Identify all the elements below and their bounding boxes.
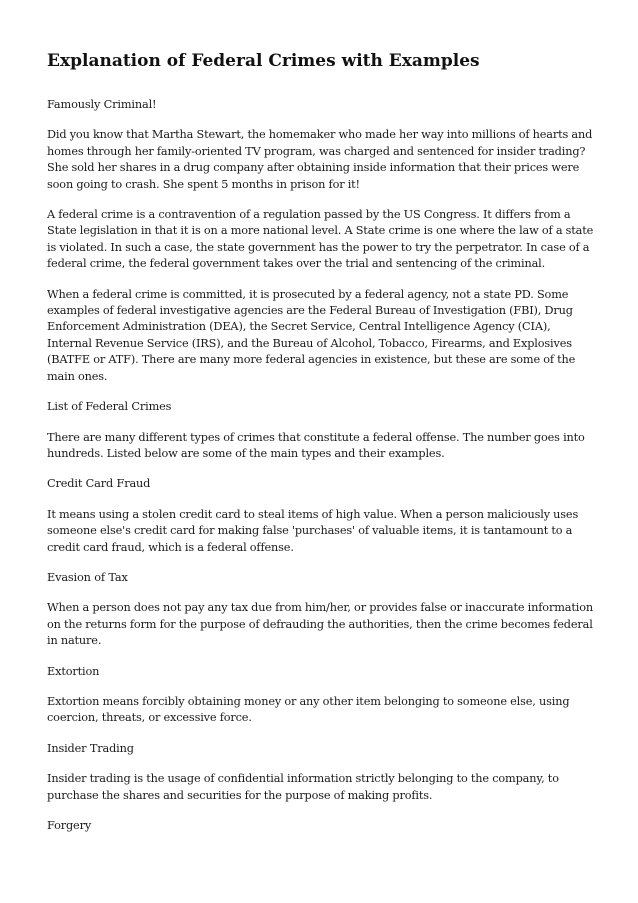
paragraph-insider-trading: Insider trading is the usage of confidential information strictly belonging to the company, to purchase the shares and securities for the purpose of making profits. (47, 772, 559, 802)
section-heading-forgery: Forgery (47, 819, 92, 832)
paragraph-extortion: Extortion means forcibly obtaining money or any other item belonging to someone else, using coercion, threats, or excessive force. (47, 694, 570, 725)
paragraph-federal-crime-definition: A federal crime is a contravention of a regulation passed by the US Congress. It differs from a State legislation in that it is on a more national level. A State crime is one where the law of a state is violated. In such a case, the state government has the power to try the perpetrator. In case of a federal crime, the federal government takes over the trial and sentencing of the criminal. (47, 208, 594, 271)
section-heading-evasion-of-tax: Evasion of Tax (47, 570, 128, 584)
paragraph-martha-stewart: Did you know that Martha Stewart, the homemaker who made her way into millions of hearts and homes through her family-oriented TV program, was charged and sentenced for insider trading? She sold her shares in a drug company after obtaining inside information that their prices were soon going to crash. She spent 5 months in prison for it! (47, 128, 593, 191)
paragraph-types-of-crimes: There are many different types of crimes that constitute a federal offense. The number goes into hundreds. Listed below are some of the main types and their examples. (47, 430, 585, 460)
section-heading-credit-card-fraud: Credit Card Fraud (47, 477, 151, 491)
paragraph-evasion-of-tax: When a person does not pay any tax due from him/her, or provides false or inaccurate information on the returns form for the purpose of defrauding the authorities, then the crime becomes federal in nature. (47, 601, 593, 648)
document-title: Explanation of Federal Crimes with Examples (47, 51, 480, 71)
section-heading-list-of-federal-crimes: List of Federal Crimes (47, 400, 172, 414)
paragraph-credit-card-fraud: It means using a stolen credit card to steal items of high value. When a person maliciously uses someone else's credit card for making false 'purchases' of valuable items, it is tantamount to a credit card fraud, which is a federal offense. (47, 507, 579, 554)
paragraph-federal-agencies: When a federal crime is committed, it is prosecuted by a federal agency, not a state PD. Some examples of federal investigative agencies are the Federal Bureau of Investigation (FBI), Drug Enforcement Administration (DEA), the Secret Service, Central Intelligence Agency (CIA), Internal Revenue Service (IRS), and the Bureau of Alcohol, Tobacco, Firearms, and Explosives (BATFE or ATF). There are many more federal agencies in existence, but these are some of the main ones. (47, 287, 576, 383)
section-heading-famously-criminal: Famously Criminal! (47, 98, 157, 111)
section-heading-insider-trading: Insider Trading (47, 741, 134, 755)
document-page (47, 50, 595, 848)
section-heading-extortion: Extortion (47, 664, 100, 678)
